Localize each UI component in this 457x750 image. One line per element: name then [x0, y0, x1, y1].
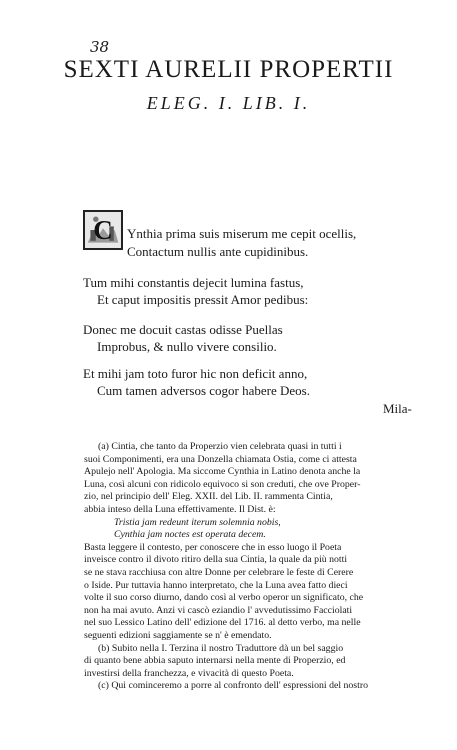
page-title: SEXTI AURELII PROPERTII [63, 56, 394, 83]
footnote-quote-line: Cynthia jam noctes est operata decem. [114, 529, 266, 541]
verse-line-8: Cum tamen adversos cogor habere Deos. [97, 383, 310, 398]
footnote-line: (a) Cintia, che tanto da Properzio vien celebrata quasi in tutti i [98, 441, 342, 452]
verse-line-4: Et caput impositis pressit Amor pedibus: [97, 292, 309, 307]
footnote-line: Basta leggere il contesto, per conoscere che in esso luogo il Poeta [84, 541, 342, 553]
footnote-line: se ne stava racchiusa con altre Donne per celebrare le feste di Cerere [84, 566, 354, 578]
footnote-line: abbia inteso della Luna effettivamente. Il Dist. è: [84, 503, 276, 515]
drop-cap-letter: C [93, 215, 113, 245]
footnote-line: Apulejo nell' Apologia. Ma siccome Cynthia in Latino denota anche la [84, 466, 361, 478]
footnote-line: (b) Subito nella I. Terzina il nostro Traduttore dà un bel saggio [98, 642, 344, 654]
elegy-subtitle: ELEG. I. LIB. I. [146, 93, 311, 113]
footnote-line: inveisce contro il divoto ritiro della sua Cintia, la quale da più notti [84, 554, 348, 566]
footnote-line: seguenti edizioni saggiamente se n' è emendato. [84, 629, 272, 641]
verse-line-2: Contactum nullis ante cupidinibus. [127, 244, 309, 259]
footnote-line: zio, nel principio dell' Eleg. XXII. del Lib. II. rammenta Cintia, [84, 491, 333, 503]
footnote-line: di quanto bene abbia saputo internarsi nella mente di Properzio, ed [84, 655, 346, 667]
footnote-line: (c) Qui cominceremo a porre al confronto dell' espressioni del nostro [98, 680, 369, 692]
footnote-line: o Iside. Pur tuttavia hanno interpretato, che la Luna avea fatto dieci [84, 579, 348, 591]
catchword: Mila- [383, 401, 412, 416]
verse-line-3: Tum mihi constantis dejecit lumina fastus, [83, 275, 304, 290]
footnote-line: investirsi della franchezza, e vivacità di questo Poeta. [84, 667, 294, 679]
footnotes [84, 441, 444, 693]
verse-line-7: Et mihi jam toto furor hic non deficit anno, [83, 366, 308, 381]
footnote-line: nel suo Lessico Latino dell' edizione del 1716. al detto verbo, ma nelle [84, 617, 361, 629]
verse-line-6: Improbus, & nullo vivere consilio. [97, 339, 277, 354]
verse-line-5: Donec me docuit castas odisse Puellas [83, 322, 283, 337]
verse-line-1: Ynthia prima suis miserum me cepit ocellis, [127, 226, 357, 241]
footnote-line: Luna, così alcuni con ridicolo equivoco si son creduti, che ove Proper- [84, 478, 361, 490]
page-number: 38 [90, 38, 110, 56]
ornamental-initial-icon [83, 210, 123, 250]
footnote-line: suoi Componimenti, era una Donzella chiamata Ostia, come ci attesta [84, 453, 357, 465]
footnote-line: non ha mai avuto. Anzi vi cascò eziandio l' avvedutissimo Facciolati [84, 604, 353, 616]
footnote-line: volte il suo corso diurno, dando così al verbo operor un significato, che [84, 592, 364, 604]
footnote-quote-line: Tristia jam redeunt iterum solemnia nobis, [114, 516, 281, 528]
